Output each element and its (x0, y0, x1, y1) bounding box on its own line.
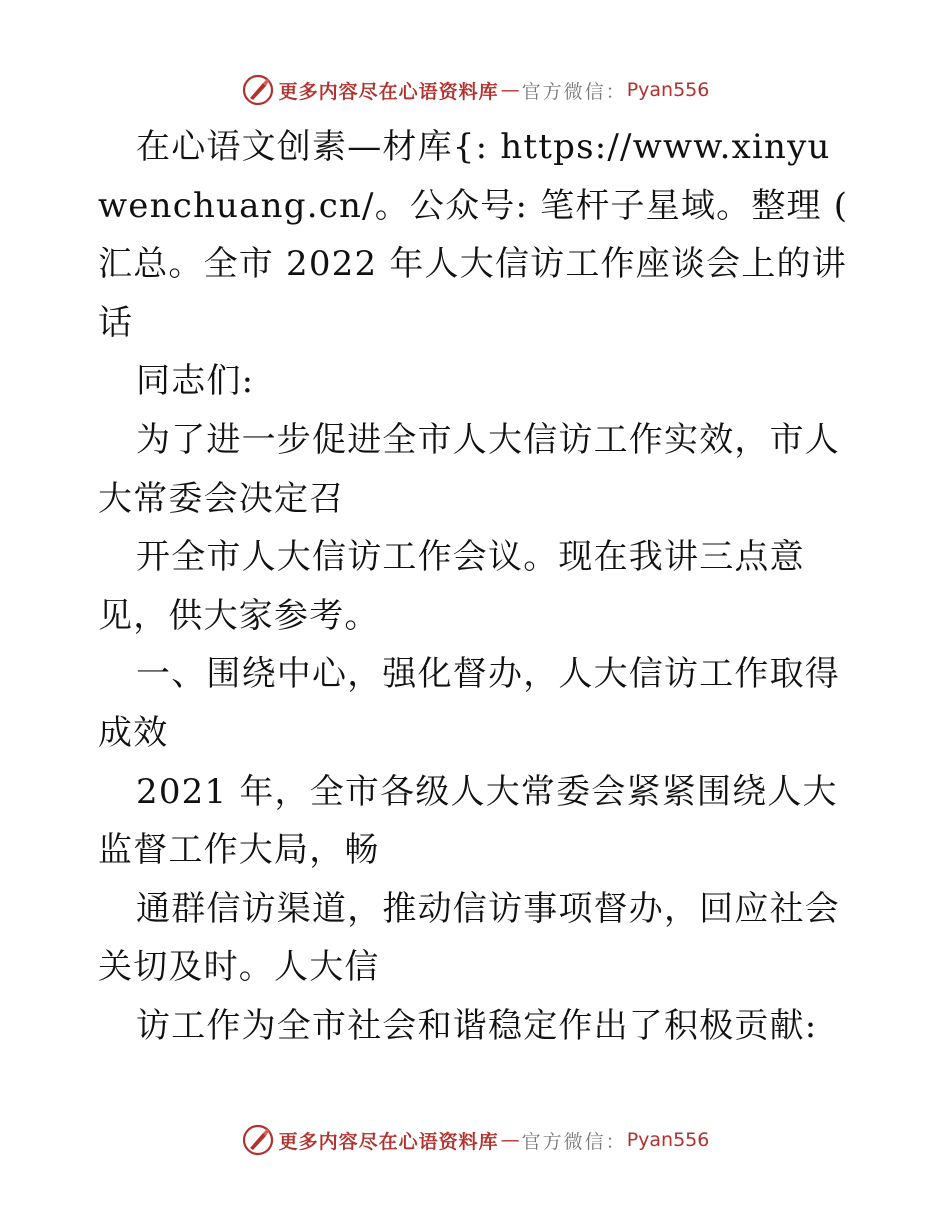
banner-wechat-label: 官方微信： (521, 80, 627, 103)
banner-wechat-id: Pyan556 (626, 1129, 710, 1151)
document-body (98, 118, 858, 1056)
pen-logo-icon (241, 1123, 275, 1157)
salutation-paragraph: 同志们: (136, 361, 255, 402)
banner-separator: — (500, 79, 520, 101)
body-paragraph: 为了进一步促进全市人大信访工作实效，市人大常委会决定召 (98, 419, 840, 519)
pen-logo-icon (241, 73, 275, 107)
banner-text: 更多内容尽在心语资料库 (278, 80, 499, 103)
banner-text: 更多内容尽在心语资料库 (278, 1130, 499, 1153)
body-paragraph: 访工作为全市社会和谐稳定作出了积极贡献: (136, 1005, 818, 1046)
banner-wechat-id: Pyan556 (626, 79, 710, 101)
title-paragraph: 在心语文创素—材库{: https://www.xinyuwenchuang.cn/。公众号: 笔杆子星域。整理 ( 汇总。全市 2022 年人大信访工作座谈会上的讲话 (98, 127, 849, 343)
header-watermark-banner (0, 70, 950, 110)
banner-wechat-label: 官方微信： (521, 1130, 627, 1153)
footer-watermark-banner (0, 1120, 950, 1160)
body-paragraph: 开全市人大信访工作会议。现在我讲三点意见，供大家参考。 (98, 537, 805, 636)
banner-separator: — (500, 1129, 520, 1151)
section-heading: 一、围绕中心，强化督办，人大信访工作取得成效 (98, 654, 840, 753)
body-paragraph: 2021 年，全市各级人大常委会紧紧围绕人大监督工作大局，畅 (98, 771, 838, 871)
body-paragraph: 通群信访渠道，推动信访事项督办，回应社会关切及时。人大信 (98, 888, 840, 988)
